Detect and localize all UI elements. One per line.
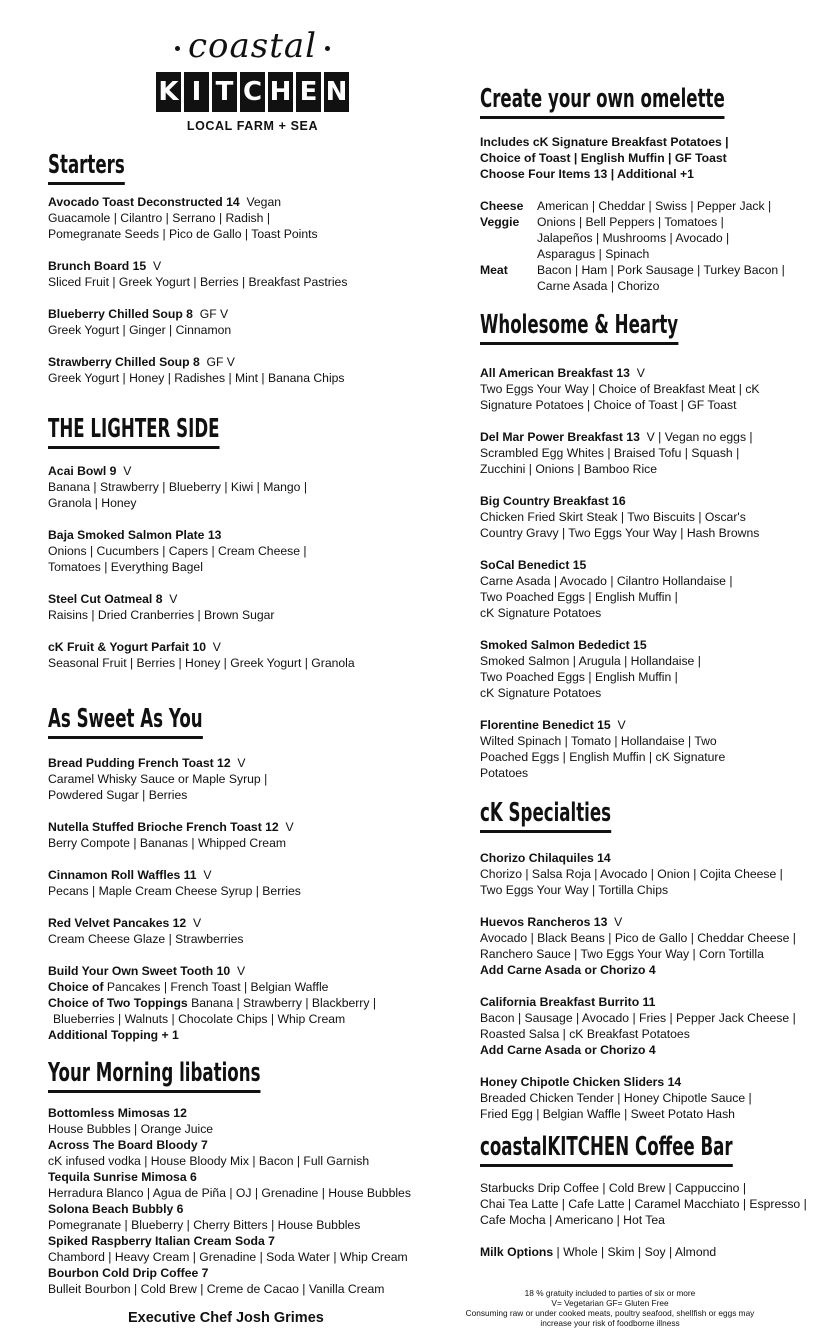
item-desc: Two Eggs Your Way | Choice of Breakfast Meat | cK xyxy=(480,382,760,396)
note-consumer-warning-2: increase your risk of foodborne illness xyxy=(540,1318,680,1328)
logo-letter: T xyxy=(212,72,237,112)
item-desc: Guacamole | Cilantro | Serrano | Radish | xyxy=(48,211,270,225)
item-desc: cK Signature Potatoes xyxy=(480,686,602,700)
omelette-row-meat xyxy=(480,262,785,294)
menu-item xyxy=(48,527,307,575)
milk-options-text: | Whole | Skim | Soy | Almond xyxy=(553,1245,717,1259)
item-diet: V xyxy=(237,756,246,770)
item-name: Del Mar Power Breakfast 13 xyxy=(480,430,640,444)
omelette-option: Onions | Bell Peppers | Tomatoes | xyxy=(537,215,724,229)
item-name: Baja Smoked Salmon Plate 13 xyxy=(48,528,222,542)
menu-item xyxy=(480,637,701,701)
menu-item xyxy=(480,493,759,541)
omelette-label: Veggie xyxy=(480,215,520,229)
item-name: California Breakfast Burrito 11 xyxy=(480,995,656,1009)
menu-item xyxy=(480,365,760,413)
menu-item xyxy=(48,258,347,290)
logo-script xyxy=(140,26,365,68)
item-desc: Caramel Whisky Sauce or Maple Syrup | xyxy=(48,772,268,786)
item-name: Blueberry Chilled Soup xyxy=(48,307,183,321)
drink-desc: Chambord | Heavy Cream | Grenadine | Soda Water | Whip Cream xyxy=(48,1250,408,1264)
item-desc: Pecans | Maple Cream Cheese Syrup | Berries xyxy=(48,884,301,898)
item-desc: Cream Cheese Glaze | Strawberries xyxy=(48,932,244,946)
omelette-label: Cheese xyxy=(480,199,524,213)
omelette-row-veggie xyxy=(480,214,785,262)
item-price: 8 xyxy=(186,307,193,321)
coffee-list xyxy=(480,1180,807,1228)
item-name: Florentine Benedict 15 xyxy=(480,718,611,732)
menu-item xyxy=(48,354,345,386)
drink-desc: cK infused vodka | House Bloody Mix | Bacon | Full Garnish xyxy=(48,1154,370,1168)
omelette-row-cheese xyxy=(480,198,785,214)
menu-item xyxy=(480,850,783,898)
item-desc: Zucchini | Onions | Bamboo Rice xyxy=(480,462,658,476)
item-diet: V xyxy=(285,820,294,834)
item-desc: Smoked Salmon | Arugula | Hollandaise | xyxy=(480,654,701,668)
item-diet: V xyxy=(617,718,626,732)
omelette-option: Jalapeños | Mushrooms | Avocado | xyxy=(537,231,730,245)
item-diet: V xyxy=(123,464,132,478)
item-desc: Greek Yogurt | Honey | Radishes | Mint | Banana Chips xyxy=(48,371,345,385)
drink-desc: Herradura Blanco | Agua de Piña | OJ | Grenadine | House Bubbles xyxy=(48,1186,411,1200)
omelette-option: American | Cheddar | Swiss | Pepper Jack | xyxy=(537,199,772,213)
menu-item xyxy=(480,429,753,477)
item-name: Avocado Toast Deconstructed xyxy=(48,195,223,209)
drink-desc: House Bubbles | Orange Juice xyxy=(48,1122,214,1136)
item-desc: Breaded Chicken Tender | Honey Chipotle Sauce | xyxy=(480,1091,752,1105)
logo-letter: N xyxy=(324,72,349,112)
logo-dot-right xyxy=(325,46,330,51)
build-toppings-text-2: Blueberries | Walnuts | Chocolate Chips | Whip Cream xyxy=(53,1012,346,1026)
item-desc: Country Gravy | Two Eggs Your Way | Hash Browns xyxy=(480,526,760,540)
logo-script-text: coastal xyxy=(187,26,318,66)
note-consumer-warning: Consuming raw or under cooked meats, poultry seafood, shellfish or eggs may xyxy=(465,1308,755,1318)
item-addon: Add Carne Asada or Chorizo 4 xyxy=(480,1043,656,1057)
item-name: Big Country Breakfast 16 xyxy=(480,494,626,508)
menu-item xyxy=(480,1074,752,1122)
item-diet: V xyxy=(614,915,623,929)
item-desc: Granola | Honey xyxy=(48,496,137,510)
item-diet: V xyxy=(203,868,212,882)
drink-desc: Bulleit Bourbon | Cold Brew | Creme de Cacao | Vanilla Cream xyxy=(48,1282,385,1296)
drink-name: Tequila Sunrise Mimosa 6 xyxy=(48,1170,197,1184)
logo-kitchen xyxy=(140,72,365,112)
omelette-option: Asparagus | Spinach xyxy=(537,247,650,261)
logo-dot-left xyxy=(175,46,180,51)
build-choice-label: Choice of xyxy=(48,980,104,994)
item-desc: Chicken Fried Skirt Steak | Two Biscuits | Oscar's xyxy=(480,510,746,524)
item-diet: V xyxy=(193,916,202,930)
item-name: Build Your Own Sweet Tooth 10 xyxy=(48,964,231,978)
item-name: Huevos Rancheros 13 xyxy=(480,915,608,929)
item-diet: V xyxy=(636,366,645,380)
build-choice-text: Pancakes | French Toast | Belgian Waffle xyxy=(103,980,329,994)
drink-name: Solona Beach Bubbly 6 xyxy=(48,1202,184,1216)
item-desc: Two Poached Eggs | English Muffin | xyxy=(480,590,678,604)
item-desc: Bacon | Sausage | Avocado | Fries | Pepper Jack Cheese | xyxy=(480,1011,796,1025)
executive-chef: Executive Chef Josh Grimes xyxy=(128,1310,324,1326)
item-name: Brunch Board xyxy=(48,259,130,273)
item-desc: Chorizo | Salsa Roja | Avocado | Onion | Cojita Cheese | xyxy=(480,867,783,881)
item-name: cK Fruit & Yogurt Parfait 10 xyxy=(48,640,207,654)
libations-list xyxy=(48,1105,411,1297)
footer-notes xyxy=(425,1288,795,1328)
item-name: Bread Pudding French Toast 12 xyxy=(48,756,231,770)
build-toppings-label: Choice of Two Toppings xyxy=(48,996,188,1010)
item-desc: Ranchero Sauce | Two Eggs Your Way | Corn Tortilla xyxy=(480,947,764,961)
logo-letter: I xyxy=(184,72,209,112)
logo-letter: K xyxy=(156,72,181,112)
menu-item xyxy=(48,194,318,242)
note-legend: V= Vegetarian GF= Gluten Free xyxy=(551,1298,669,1308)
item-desc: Onions | Cucumbers | Capers | Cream Cheese | xyxy=(48,544,307,558)
item-name: Smoked Salmon Bededict 15 xyxy=(480,638,647,652)
item-desc: Scrambled Egg Whites | Braised Tofu | Squash | xyxy=(480,446,740,460)
build-additional: Additional Topping + 1 xyxy=(48,1028,179,1042)
item-diet: V xyxy=(212,640,221,654)
item-addon: Add Carne Asada or Chorizo 4 xyxy=(480,963,656,977)
menu-item xyxy=(48,755,267,803)
item-name: Red Velvet Pancakes 12 xyxy=(48,916,187,930)
section-title-specialties: cK Specialties xyxy=(480,796,611,833)
menu-item xyxy=(480,717,725,781)
item-name: Strawberry Chilled Soup xyxy=(48,355,190,369)
item-desc: Fried Egg | Belgian Waffle | Sweet Potato Hash xyxy=(480,1107,735,1121)
item-desc: Potatoes xyxy=(480,766,529,780)
item-desc: Seasonal Fruit | Berries | Honey | Greek Yogurt | Granola xyxy=(48,656,355,670)
item-desc: Carne Asada | Avocado | Cilantro Hollandaise | xyxy=(480,574,733,588)
item-desc: Tomatoes | Everything Bagel xyxy=(48,560,203,574)
item-desc: Raisins | Dried Cranberries | Brown Sugar xyxy=(48,608,275,622)
omelette-intro-line: Choice of Toast | English Muffin | GF Toast xyxy=(480,151,727,165)
omelette-label: Meat xyxy=(480,263,508,277)
logo xyxy=(140,26,365,133)
item-desc: Wilted Spinach | Tomato | Hollandaise | Two xyxy=(480,734,717,748)
item-desc: Berry Compote | Bananas | Whipped Cream xyxy=(48,836,287,850)
item-name: Honey Chipotle Chicken Sliders 14 xyxy=(480,1075,682,1089)
milk-options xyxy=(480,1244,716,1260)
item-desc: Greek Yogurt | Ginger | Cinnamon xyxy=(48,323,232,337)
item-desc: Sliced Fruit | Greek Yogurt | Berries | Breakfast Pastries xyxy=(48,275,348,289)
item-name: Cinnamon Roll Waffles 11 xyxy=(48,868,197,882)
note-gratuity: 18 % gratuity included to parties of six or more xyxy=(524,1288,696,1298)
item-name: SoCal Benedict 15 xyxy=(480,558,587,572)
item-diet: Vegan xyxy=(246,195,282,209)
item-diet: GF V xyxy=(206,355,235,369)
item-desc: Two Eggs Your Way | Tortilla Chips xyxy=(480,883,669,897)
drink-name: Spiked Raspberry Italian Cream Soda 7 xyxy=(48,1234,275,1248)
milk-options-label: Milk Options xyxy=(480,1245,554,1259)
section-title-hearty: Wholesome & Hearty xyxy=(480,308,678,345)
menu-item xyxy=(48,306,231,338)
menu-item xyxy=(48,867,301,899)
menu-item xyxy=(48,915,244,947)
item-desc: Two Poached Eggs | English Muffin | xyxy=(480,670,678,684)
build-toppings-text: Banana | Strawberry | Blackberry | xyxy=(187,996,377,1010)
omelette-options xyxy=(480,198,785,294)
menu-item xyxy=(48,591,274,623)
item-price: 8 xyxy=(192,355,200,369)
section-title-coffee-bar: coastalKITCHEN Coffee Bar xyxy=(480,1130,733,1167)
menu-item xyxy=(48,463,307,511)
item-name: Steel Cut Oatmeal 8 xyxy=(48,592,163,606)
item-desc: Signature Potatoes | Choice of Toast | GF Toast xyxy=(480,398,737,412)
item-desc: Banana | Strawberry | Blueberry | Kiwi | Mango | xyxy=(48,480,308,494)
omelette-option: Bacon | Ham | Pork Sausage | Turkey Bacon | xyxy=(537,263,785,277)
menu-item xyxy=(48,819,294,851)
omelette-intro-line: Includes cK Signature Breakfast Potatoes | xyxy=(480,135,729,149)
coffee-line: Cafe Mocha | Americano | Hot Tea xyxy=(480,1213,665,1227)
item-desc: Powdered Sugar | Berries xyxy=(48,788,188,802)
drink-desc: Pomegranate | Blueberry | Cherry Bitters | House Bubbles xyxy=(48,1218,361,1232)
section-title-sweet: As Sweet As You xyxy=(48,702,203,739)
omelette-option: Carne Asada | Chorizo xyxy=(537,279,660,293)
omelette-intro xyxy=(480,134,729,182)
item-diet: V | Vegan no eggs | xyxy=(646,430,753,444)
coffee-line: Starbucks Drip Coffee | Cold Brew | Cappuccino | xyxy=(480,1181,747,1195)
item-diet: V xyxy=(169,592,178,606)
item-desc: cK Signature Potatoes xyxy=(480,606,602,620)
section-title-libations: Your Morning libations xyxy=(48,1056,260,1093)
item-name: All American Breakfast 13 xyxy=(480,366,630,380)
menu-item xyxy=(480,557,733,621)
omelette-intro-line: Choose Four Items 13 | Additional +1 xyxy=(480,167,694,181)
coffee-line: Chai Tea Latte | Cafe Latte | Caramel Macchiato | Espresso | xyxy=(480,1197,807,1211)
drink-name: Bourbon Cold Drip Coffee 7 xyxy=(48,1266,209,1280)
item-diet: GF V xyxy=(199,307,229,321)
item-name: Acai Bowl 9 xyxy=(48,464,117,478)
logo-letter: E xyxy=(296,72,321,112)
item-desc: Pomegranate Seeds | Pico de Gallo | Toast Points xyxy=(48,227,318,241)
item-desc: Avocado | Black Beans | Pico de Gallo | Cheddar Cheese | xyxy=(480,931,796,945)
item-desc: Roasted Salsa | cK Breakfast Potatoes xyxy=(480,1027,690,1041)
menu-item-build-your-own xyxy=(48,963,376,1043)
item-diet: V xyxy=(236,964,246,978)
menu-item xyxy=(480,914,796,978)
menu-item xyxy=(480,994,796,1058)
drink-name: Bottomless Mimosas 12 xyxy=(48,1106,187,1120)
item-price: 15 xyxy=(132,259,147,273)
logo-letter: C xyxy=(240,72,265,112)
drink-name: Across The Board Bloody 7 xyxy=(48,1138,208,1152)
item-price: 14 xyxy=(226,195,240,209)
logo-letter: H xyxy=(268,72,293,112)
item-name: Chorizo Chilaquiles 14 xyxy=(480,851,611,865)
section-title-starters: Starters xyxy=(48,148,125,185)
section-title-lighter-side: THE LIGHTER SIDE xyxy=(48,412,220,449)
menu-item xyxy=(48,639,355,671)
logo-tagline: LOCAL FARM + SEA xyxy=(186,119,319,133)
item-name: Nutella Stuffed Brioche French Toast 12 xyxy=(48,820,279,834)
item-desc: Poached Eggs | English Muffin | cK Signature xyxy=(480,750,726,764)
section-title-omelette: Create your own omelette xyxy=(480,82,725,119)
item-diet: V xyxy=(153,259,162,273)
